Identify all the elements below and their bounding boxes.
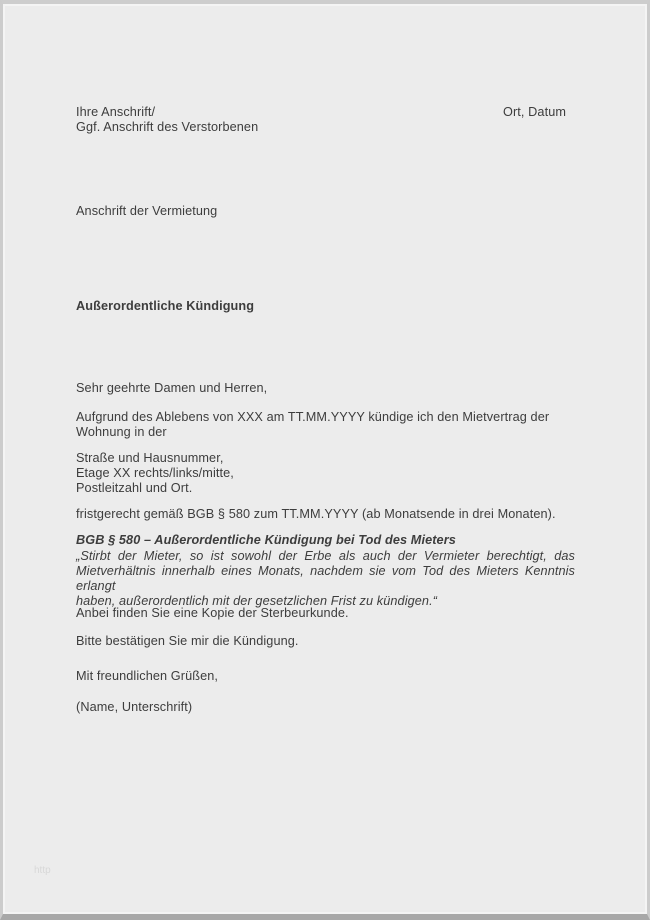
text-line: haben, außerordentlich mit der gesetzlichen Frist zu kündigen.“ — [76, 594, 438, 608]
enclosure-note: Anbei finden Sie eine Kopie der Sterbeurkunde. — [76, 606, 349, 620]
notice-period-line: fristgerecht gemäß BGB § 580 zum TT.MM.YYYY (ab Monatsende in drei Monaten). — [76, 507, 556, 521]
text-line: Etage XX rechts/links/mitte, — [76, 466, 234, 480]
date-line: Ort, Datum — [503, 105, 567, 119]
law-section-heading: BGB § 580 – Außerordentliche Kündigung bei Tod des Mieters — [76, 533, 456, 547]
text-line: Straße und Hausnummer, — [76, 451, 224, 465]
confirmation-request: Bitte bestätigen Sie mir die Kündigung. — [76, 634, 299, 648]
text-line: „Stirbt der Mieter, so ist sowohl der Erbe als auch der Vermieter berechtigt, das — [76, 549, 575, 563]
sender-line: Ihre Anschrift/ — [76, 105, 156, 119]
text-line: Postleitzahl und Ort. — [76, 481, 193, 495]
intro-paragraph — [76, 410, 549, 440]
law-quote-paragraph — [76, 549, 575, 609]
text-line: Aufgrund des Ablebens von XXX am TT.MM.YYYY kündige ich den Mietvertrag der — [76, 410, 550, 424]
signature-placeholder: (Name, Unterschrift) — [76, 700, 193, 714]
property-address-block — [76, 451, 234, 496]
subject-heading: Außerordentliche Kündigung — [76, 299, 255, 313]
text-line: Mietverhältnis innerhalb eines Monats, nachdem sie vom Tod des Mieters Kenntnis erlangt — [76, 564, 575, 593]
closing-line: Mit freundlichen Grüßen, — [76, 669, 219, 683]
sender-line: Ggf. Anschrift des Verstorbenen — [76, 120, 259, 134]
text-line: Wohnung in der — [76, 425, 167, 439]
sender-address-block — [76, 105, 258, 135]
watermark-text: http — [34, 865, 51, 876]
recipient-address: Anschrift der Vermietung — [76, 204, 218, 218]
salutation: Sehr geehrte Damen und Herren, — [76, 381, 268, 395]
